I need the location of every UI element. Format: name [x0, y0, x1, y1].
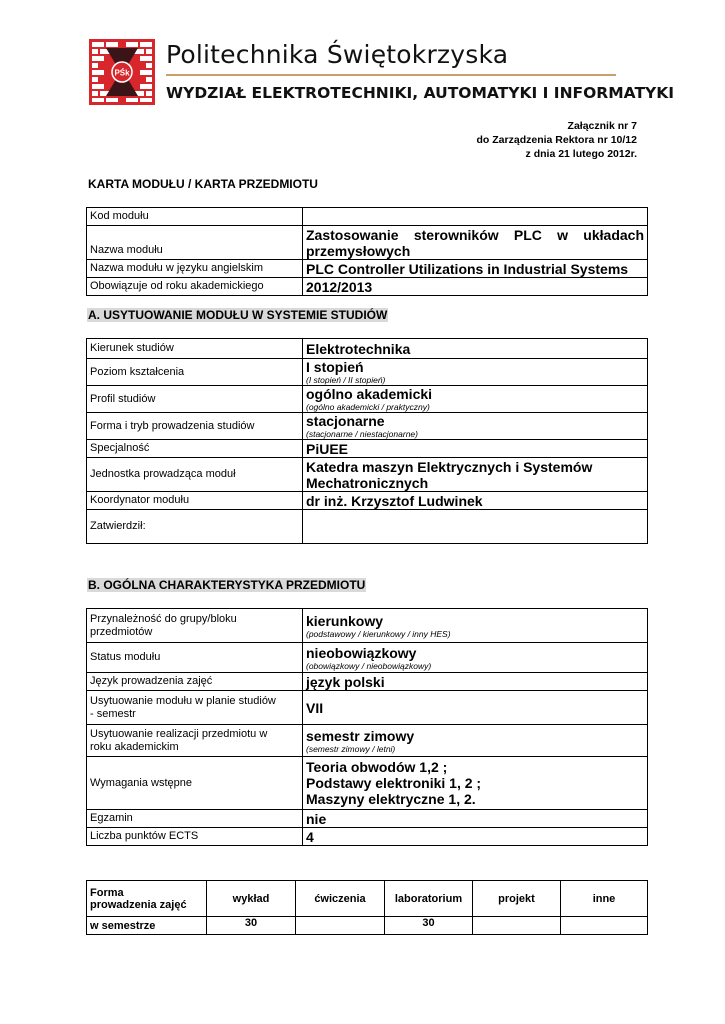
module-name-en-value: PLC Controller Utilizations in Industrial Systems [303, 260, 648, 278]
field-label: Status modułu [87, 643, 303, 673]
table-row [87, 510, 648, 544]
table-cell: 30 [385, 917, 473, 935]
card-title: KARTA MODUŁU / KARTA PRZEDMIOTU [88, 177, 318, 191]
field-value: semestr zimowy (semestr zimowy / letni) [303, 725, 648, 757]
field-label: Forma i tryb prowadzenia studiów [87, 413, 303, 440]
field-value: język polski [303, 673, 648, 691]
field-label: Zatwierdził: [87, 510, 303, 544]
field-label: Jednostka prowadząca moduł [87, 458, 303, 492]
field-label: Usytuowanie realizacji przedmiotu w roku akademickim [87, 725, 303, 757]
table-header-row [87, 881, 648, 917]
column-header: Forma prowadzenia zajęć [87, 881, 207, 917]
field-value: VII [303, 691, 648, 725]
module-name-line-2: przemysłowych [306, 242, 411, 259]
table-row [87, 673, 648, 691]
field-value: nieobowiązkowy (obowiązkowy / nieobowiązkowy) [303, 643, 648, 673]
attachment-note [477, 119, 637, 161]
field-value: Teoria obwodów 1,2 ; Podstawy elektroniki 1, 2 ; Maszyny elektryczne 1, 2. [303, 757, 648, 810]
module-table [86, 207, 648, 296]
table-row [87, 643, 648, 673]
field-value: PiUEE [303, 440, 648, 458]
module-code-value [303, 208, 648, 226]
table-cell: 30 [207, 917, 296, 935]
table-row [87, 828, 648, 846]
field-hint: (podstawowy / kierunkowy / inny HES) [306, 628, 451, 639]
field-hint: (semestr zimowy / letni) [306, 743, 396, 754]
table-row [87, 278, 648, 296]
table-row [87, 458, 648, 492]
field-hint: (ogólno akademicki / praktyczny) [306, 402, 430, 412]
field-value: kierunkowy (podstawowy / kierunkowy / inny HES) [303, 609, 648, 643]
field-label: Usytuowanie modułu w planie studiów - semestr [87, 691, 303, 725]
university-name: Politechnika Świętokrzyska [166, 40, 509, 69]
table-row [87, 810, 648, 828]
table-row [87, 757, 648, 810]
field-label: Wymagania wstępne [87, 757, 303, 810]
table-row [87, 492, 648, 510]
table-cell: w semestrze [87, 917, 207, 935]
module-name-label: Nazwa modułu [87, 226, 303, 260]
table-row [87, 440, 648, 458]
field-label: Przynależność do grupy/bloku przedmiotów [87, 609, 303, 643]
attachment-line-3: z dnia 21 lutego 2012r. [525, 148, 637, 160]
field-label: Specjalność [87, 440, 303, 458]
module-name-value [303, 226, 648, 260]
field-value: dr inż. Krzysztof Ludwinek [303, 492, 648, 510]
table-cell [561, 917, 648, 935]
table-row [87, 260, 648, 278]
section-a-table [86, 338, 648, 544]
column-header: projekt [473, 881, 561, 917]
field-value: ogólno akademicki (ogólno akademicki / praktyczny) [303, 386, 648, 413]
section-a-title: A. USYTUOWANIE MODUŁU W SYSTEMIE STUDIÓW [88, 308, 388, 322]
field-hint: (obowiązkowy / nieobowiązkowy) [306, 660, 432, 671]
table-row [87, 413, 648, 440]
table-cell [296, 917, 385, 935]
table-row [87, 208, 648, 226]
forms-table [86, 880, 648, 935]
table-row [87, 725, 648, 757]
field-label: Język prowadzenia zajęć [87, 673, 303, 691]
field-label: Poziom kształcenia [87, 359, 303, 386]
section-b-title: B. OGÓLNA CHARAKTERYSTYKA PRZEDMIOTU [88, 578, 366, 592]
table-row [87, 691, 648, 725]
attachment-line-1: Załącznik nr 7 [567, 120, 637, 132]
field-label: Profil studiów [87, 386, 303, 413]
table-row [87, 226, 648, 260]
field-label: Koordynator modułu [87, 492, 303, 510]
module-year-value: 2012/2013 [303, 278, 648, 296]
field-label: Kierunek studiów [87, 339, 303, 359]
field-hint: (I stopień / II stopień) [306, 375, 386, 385]
column-header: inne [561, 881, 648, 917]
header-rule [166, 74, 616, 76]
table-row [87, 359, 648, 386]
attachment-line-2: do Zarządzenia Rektora nr 10/12 [476, 134, 637, 146]
column-header: laboratorium [385, 881, 473, 917]
table-row [87, 386, 648, 413]
module-name-en-label: Nazwa modułu w języku angielskim [87, 260, 303, 278]
module-code-label: Kod modułu [87, 208, 303, 226]
field-hint: (stacjonarne / niestacjonarne) [306, 429, 418, 439]
module-year-label: Obowiązuje od roku akademickiego [87, 278, 303, 296]
field-label: Egzamin [87, 810, 303, 828]
column-header: wykład [207, 881, 296, 917]
field-value: I stopień (I stopień / II stopień) [303, 359, 648, 386]
field-value: 4 [303, 828, 648, 846]
faculty-name: WYDZIAŁ ELEKTROTECHNIKI, AUTOMATYKI I INFORMATYKI [166, 84, 675, 102]
field-label: Liczba punktów ECTS [87, 828, 303, 846]
field-value: Elektrotechnika [303, 339, 648, 359]
field-value: Katedra maszyn Elektrycznych i Systemów Mechatronicznych [303, 458, 648, 492]
logo-text: PŚk [114, 68, 130, 78]
field-value [303, 510, 648, 544]
section-b-table [86, 608, 648, 846]
university-logo [88, 38, 156, 106]
table-row [87, 917, 648, 935]
column-header: ćwiczenia [296, 881, 385, 917]
table-row [87, 339, 648, 359]
table-row [87, 609, 648, 643]
module-name-line-1: Zastosowanie sterowników PLC w układach [306, 226, 644, 243]
field-value: nie [303, 810, 648, 828]
field-value: stacjonarne (stacjonarne / niestacjonarne) [303, 413, 648, 440]
table-cell [473, 917, 561, 935]
